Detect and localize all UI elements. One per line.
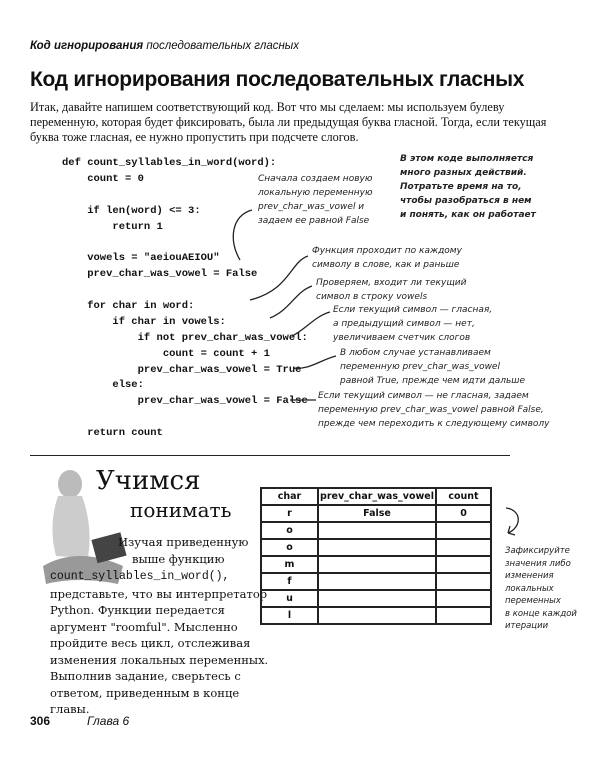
table-cell[interactable] xyxy=(436,573,491,590)
code-line: prev_char_was_vowel = False xyxy=(62,268,258,281)
col-prev: prev_char_was_vowel xyxy=(318,488,436,505)
note-notvowel: Если текущий символ — не гласная, задаем переменную prev_char_was_vowel равной False, прежде чем переходить к следующему символу xyxy=(318,391,550,429)
code-line: return count xyxy=(62,427,163,440)
code-line: return 1 xyxy=(62,220,163,233)
arrow-icon xyxy=(292,312,330,336)
table-row xyxy=(261,590,491,607)
table-note: Зафиксируйте значения либо изменения локальных переменных в конце каждой итерации xyxy=(505,546,577,631)
table-cell[interactable]: o xyxy=(261,539,318,556)
table-cell[interactable]: l xyxy=(261,607,318,624)
code-line: vowels = "aeiouAEIOU" xyxy=(62,252,220,265)
header-bold: Код игнорирования xyxy=(30,40,144,52)
code-line: count = 0 xyxy=(62,172,144,185)
code-line: count = count + 1 xyxy=(62,347,270,360)
brain-exercise-text xyxy=(50,534,275,718)
code-line: if char in vowels: xyxy=(62,315,226,328)
brain-title-1: Учимся xyxy=(96,466,201,496)
code-line: def count_syllables_in_word(word): xyxy=(62,157,277,169)
brain-rest: представьте, что вы интерпретатор Python. Функции передается аргумент "roomful". Мысленно пройдите весь цикл, отслеживая изменения локальных переменных. Выполнив задание, сверьтесь с ответом, приведенным в конце главы. xyxy=(50,586,269,716)
divider xyxy=(30,455,510,456)
arrow-icon xyxy=(270,286,312,318)
table-cell[interactable] xyxy=(318,556,436,573)
note-vowel: Если текущий символ — гласная, а предыдущий символ — нет, увеличиваем счетчик слогов xyxy=(333,305,493,343)
table-cell[interactable] xyxy=(318,573,436,590)
table-row xyxy=(261,539,491,556)
table-cell[interactable]: u xyxy=(261,590,318,607)
chapter-label: Глава 6 xyxy=(87,714,130,728)
curved-arrow-icon xyxy=(500,505,530,540)
header-rest: последовательных гласных xyxy=(143,40,300,52)
table-cell[interactable] xyxy=(436,556,491,573)
note-first: Сначала создаем новую локальную переменную prev_char_was_vowel и задаем ее равной False xyxy=(258,174,373,226)
brain-line1: Изучая приведенную xyxy=(118,535,249,549)
table-cell[interactable]: f xyxy=(261,573,318,590)
brain-title-2: понимать xyxy=(130,498,232,522)
code-line: for char in word: xyxy=(62,300,195,313)
brain-line2: выше функцию xyxy=(132,551,225,566)
intro-paragraph: Итак, давайте напишем соответствующий код. Вот что мы сделаем: мы используем булеву переменную, которая будет фиксировать, была ли предыдущая буква гласной. Тогда, если текущая буква тоже гласная, ее нужно пропустить при подсчете слогов. xyxy=(30,100,547,144)
table-cell[interactable] xyxy=(318,539,436,556)
note-check: Проверяем, входит ли текущий символ в строку vowels xyxy=(316,278,467,302)
col-char: char xyxy=(261,488,318,505)
table-cell[interactable]: m xyxy=(261,556,318,573)
table-row xyxy=(261,505,491,522)
table-row xyxy=(261,556,491,573)
code-line: prev_char_was_vowel = False xyxy=(62,395,308,408)
table-cell[interactable] xyxy=(318,607,436,624)
code-line: else: xyxy=(62,379,144,392)
table-cell[interactable] xyxy=(436,607,491,624)
table-cell[interactable] xyxy=(318,522,436,539)
table-row xyxy=(261,522,491,539)
table-cell[interactable] xyxy=(436,539,491,556)
note-anyway: В любом случае устанавливаем переменную prev_char_was_vowel равной True, прежде чем идти дальше xyxy=(340,348,526,386)
code-line: if len(word) <= 3: xyxy=(62,204,201,217)
table-cell[interactable]: 0 xyxy=(436,505,491,522)
table-cell[interactable] xyxy=(436,522,491,539)
page-number: 306 xyxy=(30,714,51,728)
table-cell[interactable] xyxy=(436,590,491,607)
trace-table xyxy=(260,487,492,625)
note-intro: В этом коде выполняется много разных действий. Потратьте время на то, чтобы разобраться в нем и понять, как он работает xyxy=(400,154,536,220)
col-count: count xyxy=(436,488,491,505)
table-cell[interactable]: r xyxy=(261,505,318,522)
table-cell[interactable]: False xyxy=(318,505,436,522)
brain-code: count_syllables_in_word(), xyxy=(50,570,230,583)
arrow-icon xyxy=(293,356,336,368)
code-line: if not prev_char_was_vowel: xyxy=(62,331,308,344)
table-row xyxy=(261,607,491,624)
table-row xyxy=(261,573,491,590)
table-cell[interactable]: o xyxy=(261,522,318,539)
arrow-icon xyxy=(233,210,252,260)
table-cell[interactable] xyxy=(318,590,436,607)
note-loop: Функция проходит по каждому символу в слове, как и раньше xyxy=(312,246,462,270)
section-title: Код игнорирования последовательных гласных xyxy=(30,68,525,91)
code-line: prev_char_was_vowel = True xyxy=(62,363,302,376)
